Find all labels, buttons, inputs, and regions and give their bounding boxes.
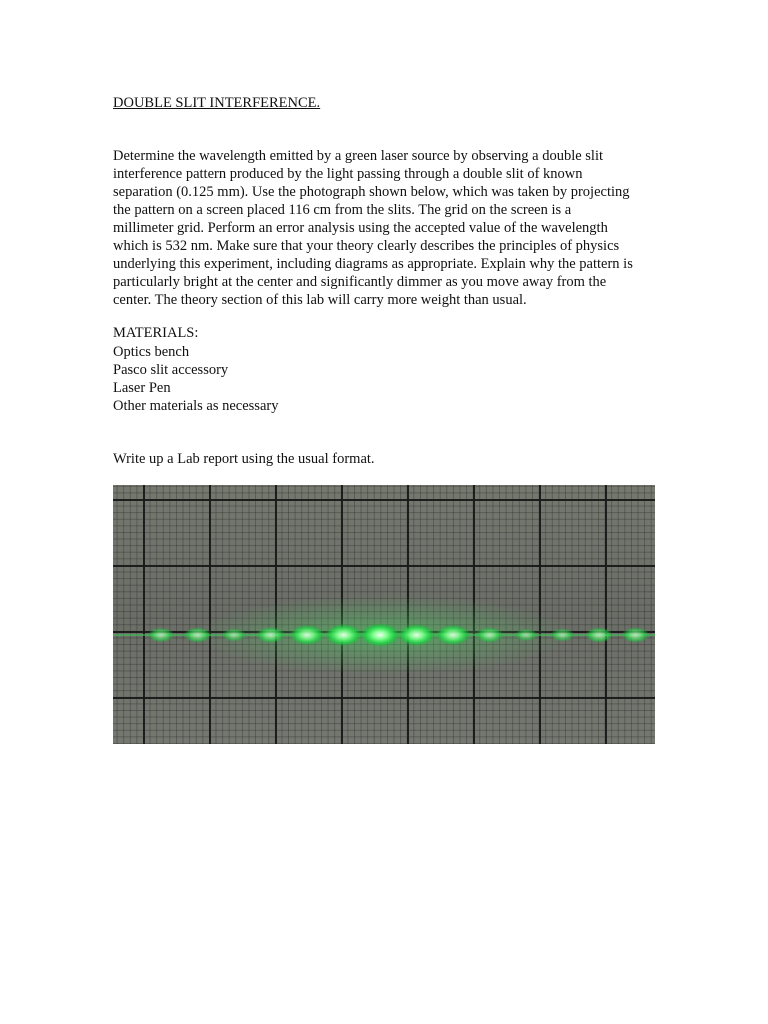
fringe-spot	[398, 624, 436, 646]
fringe-spot	[622, 627, 650, 643]
report-instruction: Write up a Lab report using the usual format.	[113, 451, 375, 467]
fringe-spot	[184, 627, 212, 643]
interference-photo	[113, 485, 655, 744]
materials-item: Pasco slit accessory	[113, 362, 229, 378]
materials-heading: MATERIALS:	[113, 325, 199, 341]
fringe-spot	[325, 624, 363, 646]
fringe-spot	[514, 629, 537, 642]
fringe-spot	[256, 627, 285, 644]
fringe-spot	[476, 627, 504, 643]
fringe-spot	[585, 627, 613, 643]
fringe-spot	[222, 628, 246, 642]
instructions-paragraph: Determine the wavelength emitted by a green laser source by observing a double slit interference pattern produced by the light passing through a double slit of known separation (0.125 mm). Use the photograph shown below, which was taken by projecting the pattern on a screen placed 116 cm from the slits. The grid on the screen is a millimeter grid. Perform an error analysis using the accepted value of the wavelength which is 532 nm. Make sure that your theory clearly describes the principles of physics underlying this experiment, including diagrams as appropriate. Explain why the pattern is particularly bright at the center and significantly dimmer as you move away from the center. The theory section of this lab will carry more weight than usual.	[113, 148, 633, 308]
fringe-spot	[360, 623, 400, 647]
fringe-spot	[289, 625, 324, 646]
fringe-spot	[550, 628, 574, 642]
page-title: DOUBLE SLIT INTERFERENCE.	[113, 95, 321, 111]
fringe-spot	[148, 627, 175, 642]
fringe-spot	[435, 625, 470, 646]
materials-list	[113, 343, 278, 415]
materials-item: Other materials as necessary	[113, 398, 279, 414]
materials-item: Laser Pen	[113, 380, 171, 396]
materials-item: Optics bench	[113, 344, 190, 360]
fringe-pattern	[113, 485, 655, 744]
